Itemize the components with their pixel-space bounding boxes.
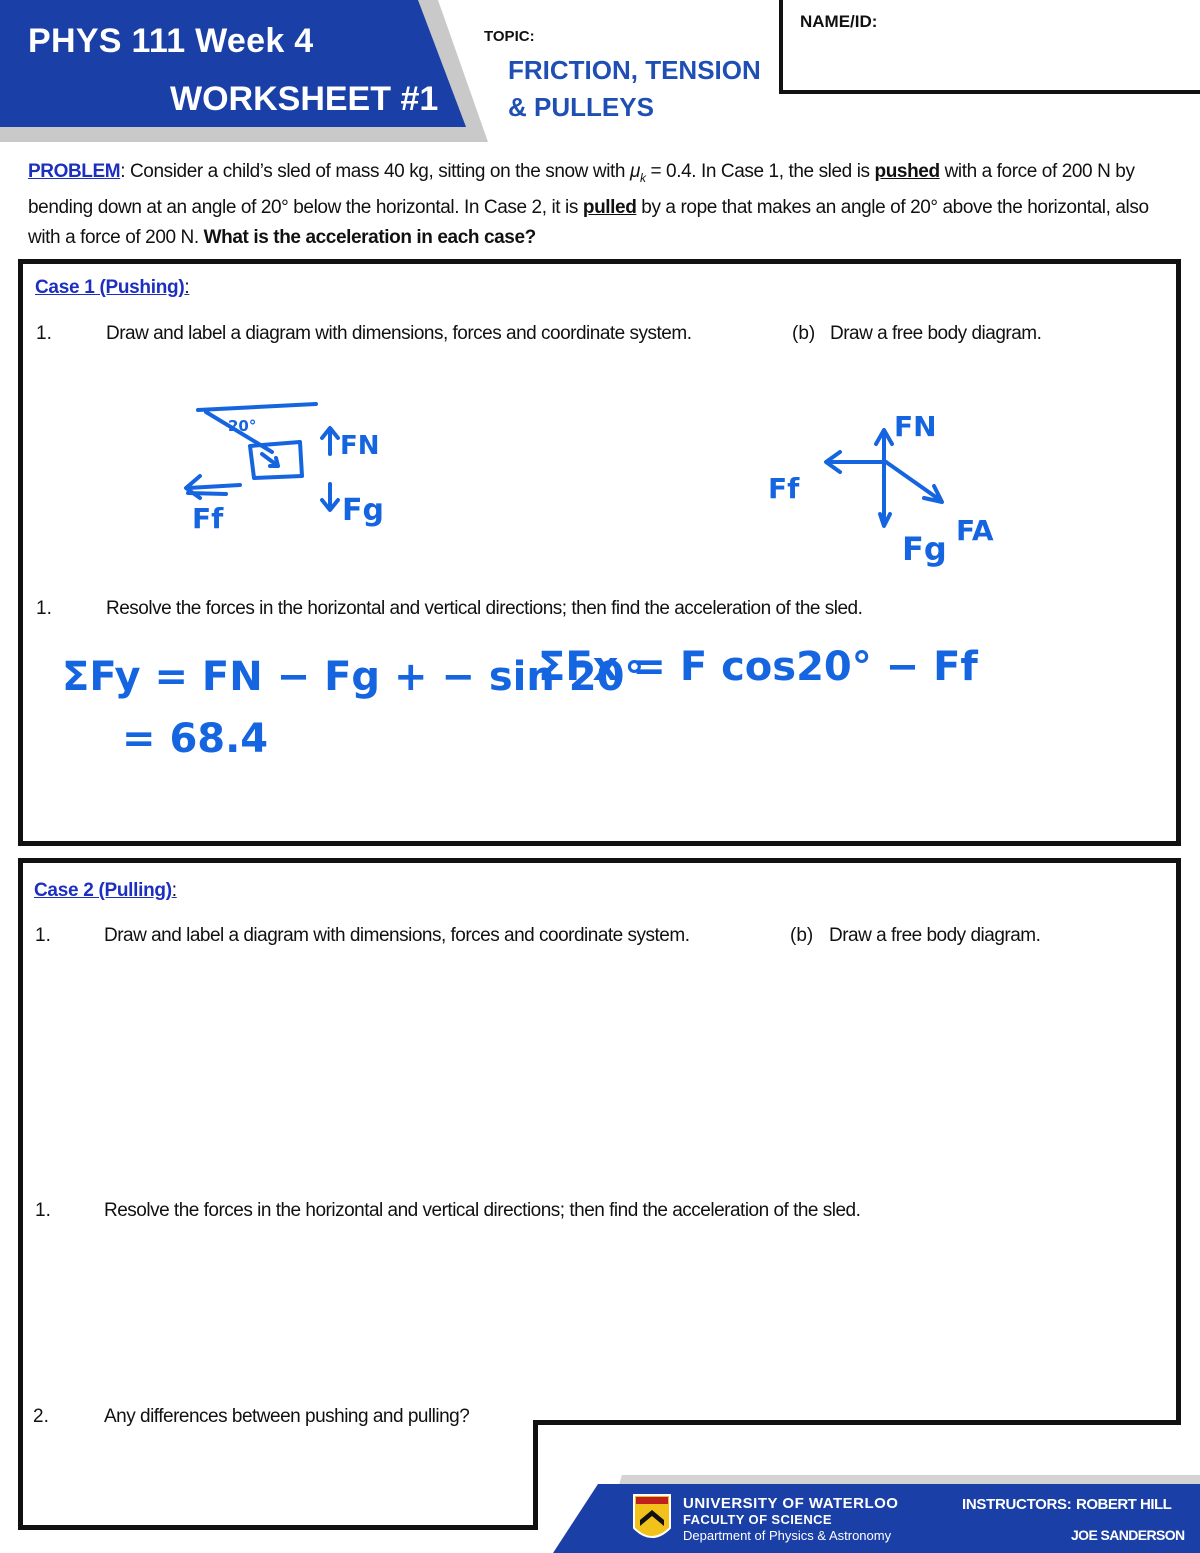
- topic-line-1: FRICTION, TENSION: [508, 55, 761, 85]
- pushed-word: pushed: [874, 161, 940, 182]
- university-name: UNIVERSITY OF WATERLOO: [683, 1495, 899, 1512]
- fbd-fa-label: FA: [956, 514, 994, 547]
- fbd-applied-arrow: [886, 462, 942, 502]
- faculty-name: FACULTY OF SCIENCE: [683, 1512, 833, 1527]
- mu-symbol: μ: [629, 161, 640, 182]
- problem-question: What is the acceleration in each case?: [203, 226, 536, 248]
- mu-subscript: k: [639, 170, 646, 185]
- case2-q3-text: Any differences between pushing and pulling?: [104, 1406, 470, 1427]
- fbd-ff-label: Ff: [768, 472, 800, 505]
- department-name: Department of Physics & Astronomy: [683, 1528, 892, 1543]
- push-line: [198, 404, 316, 410]
- problem-lead: PROBLEM: [28, 161, 121, 182]
- fbd-friction-arrow: [826, 452, 886, 472]
- case1-qb-number: (b): [792, 323, 816, 344]
- fbd-normal-arrow: [876, 430, 892, 524]
- case2-q1-number: 1.: [35, 925, 51, 946]
- case2-q1-text: Draw and label a diagram with dimensions, forces and coordinate system.: [104, 925, 690, 946]
- sketch-fg-label: Fg: [342, 493, 384, 528]
- instructors-label: INSTRUCTORS:: [962, 1496, 1072, 1513]
- case2-q2-text: Resolve the forces in the horizontal and vertical directions; then find the acceleration of the sled.: [104, 1200, 861, 1221]
- problem-text-3: with a force of 200 N by bending down at an angle of 20° below the horizontal. In Case 2, it is: [28, 161, 1135, 219]
- fbd-fn-label: FN: [894, 410, 937, 443]
- push-arrow: [262, 454, 278, 466]
- case1-heading: Case 1 (Pushing):: [35, 277, 190, 298]
- fbd-fg-label: Fg: [902, 530, 947, 568]
- name-id-label: NAME/ID:: [800, 12, 878, 31]
- sketch-ff-label: Ff: [192, 502, 224, 535]
- sketch-fn-label: FN: [340, 431, 380, 461]
- pulled-word: pulled: [582, 197, 637, 219]
- equation-sum-fx: ΣFx = F cos20° − Ff: [538, 644, 978, 690]
- case1-q1-number: 1.: [36, 323, 52, 344]
- course-title: PHYS 111 Week 4: [28, 22, 314, 60]
- gravity-arrow: [322, 484, 338, 510]
- case2-q3-number: 2.: [33, 1406, 49, 1427]
- case2-qb-text: Draw a free body diagram.: [829, 925, 1041, 946]
- friction-arrow: [186, 476, 240, 498]
- case2-heading: Case 2 (Pulling):: [34, 880, 177, 901]
- equation-sum-fy: ΣFy = FN − Fg + − sin 20°: [62, 654, 645, 700]
- normal-arrow: [322, 428, 338, 454]
- instructor-name-1: ROBERT HILL: [1076, 1496, 1172, 1513]
- case1-q2-number: 1.: [36, 598, 52, 619]
- problem-text-4: by a rope that makes an angle of 20° above the horizontal, also with a force of 200 N.: [28, 197, 1149, 248]
- case2-qb-number: (b): [790, 925, 814, 946]
- case1-q1-text: Draw and label a diagram with dimensions, forces and coordinate system.: [106, 323, 692, 344]
- university-crest-icon: [634, 1495, 670, 1537]
- case2-q2-number: 1.: [35, 1200, 51, 1221]
- problem-text-2: = 0.4. In Case 1, the sled is: [645, 161, 875, 182]
- instructor-name-2: JOE SANDERSON: [1071, 1527, 1185, 1543]
- equation-sum-fy-result: = 68.4: [122, 716, 269, 762]
- case1-qb-text: Draw a free body diagram.: [830, 323, 1042, 344]
- case1-q2-text: Resolve the forces in the horizontal and vertical directions; then find the acceleration of the sled.: [106, 598, 863, 619]
- angle-label: 20°: [228, 417, 257, 435]
- topic-line-2: & PULLEYS: [508, 92, 654, 122]
- topic-label: TOPIC:: [484, 28, 535, 45]
- problem-text-1: : Consider a child’s sled of mass 40 kg, sitting on the snow with: [120, 161, 630, 182]
- worksheet-title: WORKSHEET #1: [170, 80, 439, 118]
